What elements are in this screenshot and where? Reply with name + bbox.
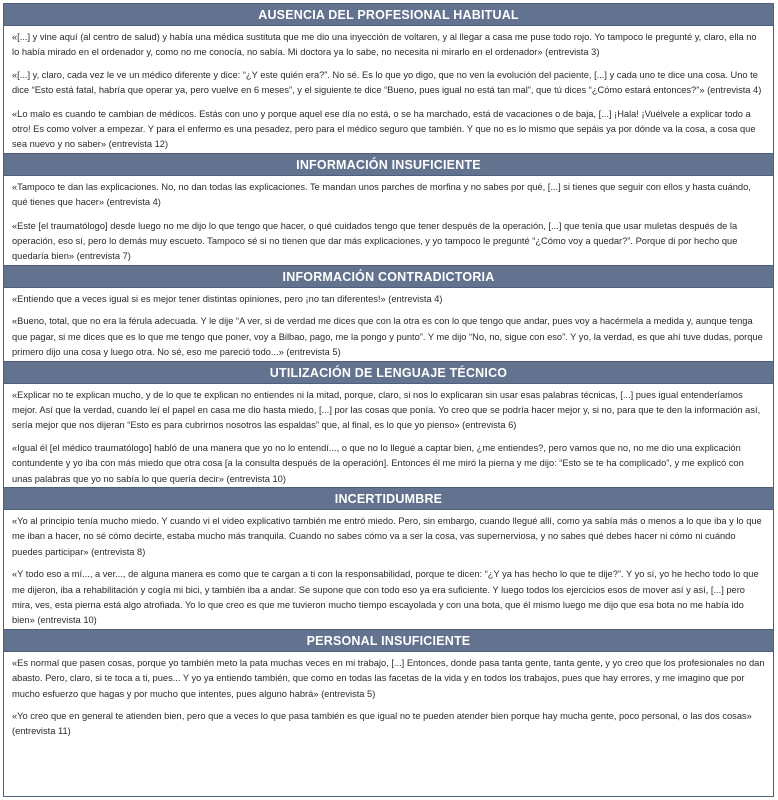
quote: «Tampoco te dan las explicaciones. No, no dan todas las explicaciones. Te mandan unos parches de morfina y no sabes por qué, [...] si tienes que seguir con ellos y hasta cuándo, qué tienes que hacer» (entrevista 4) [12, 181, 751, 208]
section-body [4, 384, 773, 487]
section-header: UTILIZACIÓN DE LENGUAJE TÉCNICO [4, 361, 773, 384]
section-body [4, 652, 773, 740]
section-header: INCERTIDUMBRE [4, 487, 773, 510]
quote: «[...] y, claro, cada vez le ve un médico diferente y dice: “¿Y este quién era?”. No sé. Es lo que yo digo, que no ven la evolución del paciente, [...] y cada uno te dice una cosa. Uno te dice “Esto está fatal, habría que operar ya, pero vuelve en 6 meses”, y el siguiente te dice “Bueno, pues igual no está tan mal”, que tú dices “¿Cómo estará entonces?”» (entrevista 4) [12, 69, 762, 96]
quote: «Igual él [el médico traumatólogo] habló de una manera que yo no lo entendí..., o que no lo llegué a captar bien, ¿me entiendes?, pero vamos que no, no me dio una explicación contundente y yo iba con más miedo que otra cosa [a la consulta después de la operación]. Entonces él me miró la pierna y me dijo: “Esto se te ha complicado”, y me explicó con unas palabras que yo no sabía lo que quería decir» (entrevista 10) [12, 442, 744, 484]
section-body [4, 26, 773, 153]
quote: «Explicar no te explican mucho, y de lo que te explican no entiendes ni la mitad, porque, claro, si nos lo explicaran sin usar esas palabras técnicas, [...] pues igual entenderíamos mejor. Así que la verdad, cuando leí el papel en casa me dio hasta miedo, [...] por las cosas que ponía. Yo creo que se podría hacer mejor y, si no, para que te den la información así, sería mejor que nos dijeran “Esto es para cubrirnos nosotros las espaldas” que, al final, es lo que yo pienso» (entrevista 6) [12, 389, 761, 431]
section-ausencia-profesional [4, 4, 773, 153]
section-body [4, 176, 773, 265]
quote: «[...] y vine aquí (al centro de salud) y había una médica sustituta que me dio una inyección de voltaren, y al llegar a casa me puse todo rojo. Yo tampoco le pregunté y, claro, ella no lo había mirado en el ordenador y, como no me conocía, no sabía. Mi doctora ya lo sabe, no necesita ni mirarlo en el ordenador» (entrevista 3) [12, 32, 757, 58]
quote: «Entiendo que a veces igual si es mejor tener distintas opiniones, pero ¡no tan diferentes!» (entrevista 4) [12, 293, 443, 304]
section-body [4, 288, 773, 361]
section-incertidumbre [4, 487, 773, 629]
section-header: INFORMACIÓN CONTRADICTORIA [4, 265, 773, 288]
quote: «Y todo eso a mí..., a ver..., de alguna manera es como que te cargan a ti con la responsabilidad, porque te dicen: “¿Y ya has hecho lo que te dije?”. Y yo sí, yo he hecho todo lo que me dijeron, iba a rehabilitación y cogía mi bici, y también iba a andar. Se supone que con todo eso ya era suficiente. Y luego todos los ejercicios esos de mover así y así, [...] pero mira, ves, esta pierna está algo atrofiada. Yo lo que creo es que me tuvieron mucho tiempo escayolada y con una bota, que él mismo luego me dijo que esa bota no me había ido bien» (entrevista 10) [12, 569, 759, 626]
section-informacion-contradictoria [4, 265, 773, 361]
quote: «Es normal que pasen cosas, porque yo también meto la pata muchas veces en mi trabajo, [...] Entonces, donde pasa tanta gente, tanta gente, y yo creo que los profesionales no dan abasto. Pero, claro, si te toca a ti, pues... Y yo ya entiendo también, que como en todas las facetas de la vida y en todos los trabajos, pues que hay errores, y me imagino que por mucho esfuerzo que hagas y por mucho que intentes, pues alguno habrá» (entrevista 5) [12, 657, 765, 699]
section-personal-insuficiente [4, 629, 773, 740]
section-header: AUSENCIA DEL PROFESIONAL HABITUAL [4, 4, 773, 26]
section-header: PERSONAL INSUFICIENTE [4, 629, 773, 652]
quote: «Yo creo que en general te atienden bien, pero que a veces lo que pasa también es que igual no te pueden atender bien porque hay mucha gente, poco personal, o las dos cosas» (entrevista 11) [12, 711, 752, 737]
quote: «Bueno, total, que no era la férula adecuada. Y le dije “A ver, si de verdad me dices que con la otra es con lo que tengo que andar, pues voy a hacérmela a medida y, aunque tenga que pagar, si me dices que es lo que me tengo que poner, voy a Bilbao, pago, me la pongo y punto”. Y me dijo “No, no, sigue con eso”. Y yo, la verdad, es que ahí tuve dudas, porque primero dijo una cosa y luego otra. No sé, eso me pareció todo...» (entrevista 5) [12, 316, 763, 358]
section-informacion-insuficiente [4, 153, 773, 265]
quotes-table [3, 3, 774, 797]
quote: «Yo al principio tenía mucho miedo. Y cuando vi el video explicativo también me entró miedo. Pero, sin embargo, cuando llegué allí, como ya sabía más o menos a lo que iba y lo que me iban a hacer, no sé cómo decirte, estaba mucho más tranquila. Cuando no sabes cómo va a ser la cosa, vas supernerviosa, y no sabes qué debes hacer ni cómo ni cuándo puedes participar» (entrevista 8) [12, 515, 762, 557]
section-lenguaje-tecnico [4, 361, 773, 487]
quote: «Lo malo es cuando te cambian de médicos. Estás con uno y porque aquel ese día no está, o se ha marchado, está de vacaciones o de baja, [...] ¡Hala! ¡Vuélvele a explicar todo a otro! Es como volver a empezar. Y para el enfermo es una pesadez, pero para el médico seguro que también. Y que no es lo mismo que sepáis ya por dónde va la cosa, a cosa que sea nuevo y no saber» (entrevista 12) [12, 108, 756, 150]
section-body [4, 510, 773, 629]
quote: «Este [el traumatólogo] desde luego no me dijo lo que tengo que hacer, o qué cuidados tengo que tener después de la operación, [...] que tenía que usar muletas después de la operación, eso sí, pero lo demás muy escueto. Tampoco sé si no tienen que dar más explicaciones, y yo tampoco le pregunté “¿Cómo voy a quedar?”. Porque di por hecho que quedaría bien» (entrevista 7) [12, 220, 738, 262]
section-header: INFORMACIÓN INSUFICIENTE [4, 153, 773, 176]
